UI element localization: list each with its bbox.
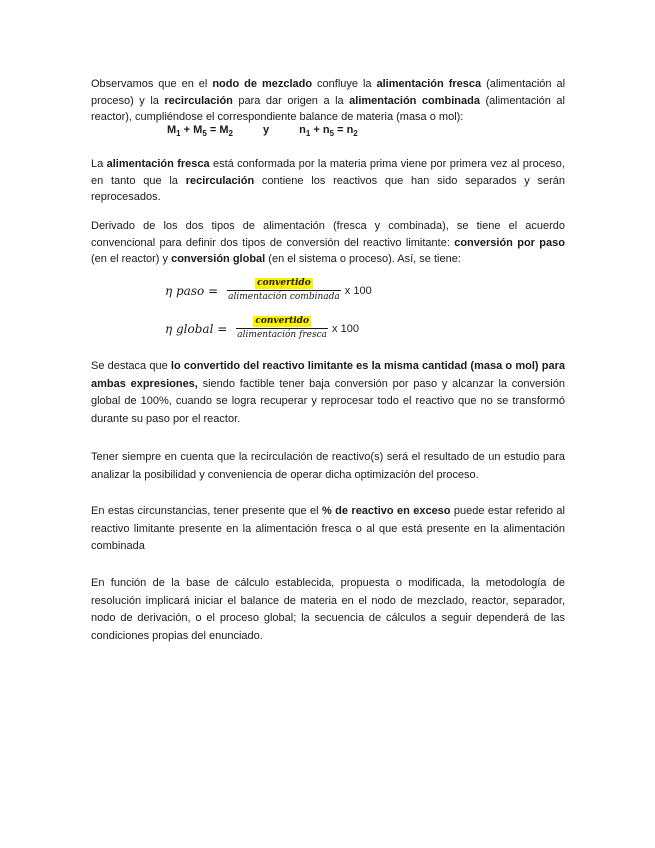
mass-balance-equation <box>167 124 358 138</box>
global-conversion-formula <box>165 316 359 341</box>
symbol: n <box>322 124 330 136</box>
operator: = <box>206 124 220 136</box>
text-span: (alimentación al reactor), cumpliéndose el correspondiente balance de materia (masa o mol): <box>91 94 565 123</box>
bold-term: recirculación <box>164 94 233 107</box>
symbol: n <box>346 124 354 136</box>
paragraph-calculation-basis <box>91 575 565 645</box>
fraction-numerator: convertido <box>257 278 311 288</box>
text-span: Observamos que en el <box>91 78 213 90</box>
fraction-denominator: alimentación combinada <box>228 292 340 302</box>
symbol: M <box>193 124 203 136</box>
bold-term: alimentación fresca <box>376 78 482 90</box>
fraction-numerator: convertido <box>255 316 309 326</box>
paragraph-converted-amount <box>91 358 565 428</box>
text-span: contiene los reactivos que han sido separados y serán reprocesados. <box>91 174 565 203</box>
text-span: puede estar referido al reactivo limitante presente en la alimentación fresca o al que está presente en la alimentación combinada <box>91 505 565 552</box>
subscript: 2 <box>353 129 358 139</box>
operator: + <box>180 124 194 136</box>
paragraph-fresh-feed <box>91 156 565 206</box>
fraction <box>227 278 341 303</box>
text-span: para dar origen a la <box>232 94 350 107</box>
operator: = <box>334 124 347 136</box>
text-span: En función de la base de cálculo establecida, propuesta o modificada, la metodología de resolución implicará iniciar el balance de materia en el nodo de mezclado, reactor, separador, nodo de derivación, o el proceso global; la secuencia de cálculos a seguir dependerá de las condiciones propias del enunciado. <box>91 577 565 642</box>
fraction-bar <box>227 290 341 291</box>
multiplier: x 100 <box>344 284 372 297</box>
bold-term: recirculación <box>185 174 255 187</box>
paragraph-recycle-study <box>91 449 565 484</box>
fraction-bar <box>236 328 328 329</box>
bold-term: lo convertido del reactivo limitante es la misma cantidad (masa o mol) para ambas expresiones, <box>91 360 565 390</box>
operator: + <box>310 124 323 136</box>
text-span: (en el sistema o proceso). Así, se tiene: <box>265 253 461 265</box>
fraction <box>236 316 328 341</box>
subscript: 5 <box>329 129 335 139</box>
text-span: siendo factible tener baja conversión por paso y alcanzar la conversión global de 100%, cuando se logra recuperar y reprocesar todo el reactivo que no se transformó durante su paso por el reactor. <box>91 377 565 425</box>
paragraph-excess-reactant <box>91 503 565 556</box>
text-span: confluye la <box>312 78 377 90</box>
symbol: M <box>167 124 177 136</box>
text-span: (en el reactor) y <box>91 253 172 265</box>
single-pass-conversion-formula <box>165 278 372 303</box>
bold-term: alimentación fresca <box>106 158 210 170</box>
text-span: En estas circunstancias, tener presente que el <box>91 505 323 517</box>
bold-term: conversión por paso <box>454 236 565 249</box>
fraction-denominator: alimentación fresca <box>237 330 328 340</box>
formula-lhs: η global = <box>165 321 228 336</box>
bold-term: % de reactivo en exceso <box>322 505 451 517</box>
conjunction: y <box>262 124 270 136</box>
bold-term: alimentación combinada <box>349 94 480 107</box>
symbol: n <box>299 124 306 136</box>
paragraph-mixing-node <box>91 76 565 126</box>
subscript: 2 <box>228 129 233 139</box>
text-span: (alimentación al proceso) y la <box>91 78 566 107</box>
bold-term: nodo de mezclado <box>212 78 313 90</box>
multiplier: x 100 <box>332 322 359 335</box>
paragraph-conversion-types <box>91 218 565 268</box>
text-span: La <box>91 158 107 170</box>
symbol: M <box>219 124 229 136</box>
formula-lhs: η paso = <box>165 283 219 298</box>
subscript: 5 <box>202 129 207 139</box>
subscript: 1 <box>305 129 311 139</box>
text-span: Tener siempre en cuenta que la recirculación de reactivo(s) será el resultado de un estudio para analizar la posibilidad y conveniencia de operar dicha optimización del proceso. <box>91 451 565 481</box>
subscript: 1 <box>176 129 181 139</box>
bold-term: conversión global <box>171 253 266 265</box>
text-span: Se destaca que <box>91 360 171 372</box>
text-span: Derivado de los dos tipos de alimentación (fresca y combinada), se tiene el acuerdo convencional para definir dos tipos de conversión del reactivo limitante: <box>91 220 565 249</box>
text-span: está conformada por la materia prima viene por primera vez al proceso, en tanto que la <box>91 158 565 187</box>
